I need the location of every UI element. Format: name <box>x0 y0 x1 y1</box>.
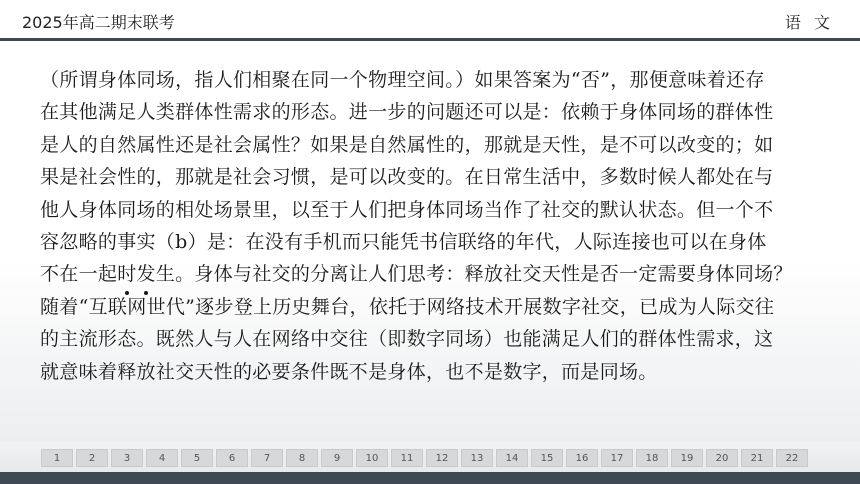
passage-line: 随着“互联网世代”逐步登上历史舞台，依托于网络技术开展数字社交，已成为人际交往 <box>40 295 775 318</box>
page-button-18[interactable]: 18 <box>636 449 668 467</box>
text-segment: 生。身体与社交的分离让人们思考：释放社交天性是否一定需要身体同场？ <box>155 263 793 286</box>
page-button-20[interactable]: 20 <box>706 449 738 467</box>
passage-line: 是人的自然属性还是社会属性？如果是自然属性的，那就是天性，是不可以改变的；如 <box>40 133 774 156</box>
emph-char-text: 时 <box>117 263 137 286</box>
emphasis-dot <box>144 291 148 295</box>
page-button-14[interactable]: 14 <box>496 449 528 467</box>
passage-line: 果是社会性的，那就是社会习惯，是可以改变的。在日常生活中，多数时候人都处在与 <box>40 166 774 189</box>
passage-line-emphasis <box>40 258 840 290</box>
page-button-8[interactable]: 8 <box>286 449 318 467</box>
page-button-9[interactable]: 9 <box>321 449 353 467</box>
page-button-6[interactable]: 6 <box>216 449 248 467</box>
text-segment: 不在一起 <box>40 263 118 286</box>
page-button-2[interactable]: 2 <box>76 449 108 467</box>
page-button-1[interactable]: 1 <box>41 449 73 467</box>
page-button-17[interactable]: 17 <box>601 449 633 467</box>
exam-title: 2025年高二期末联考 <box>22 13 175 32</box>
page-button-3[interactable]: 3 <box>111 449 143 467</box>
subject-label: 语 文 <box>784 13 834 32</box>
page-button-7[interactable]: 7 <box>251 449 283 467</box>
passage-text <box>40 64 840 388</box>
page-button-16[interactable]: 16 <box>566 449 598 467</box>
page-button-4[interactable]: 4 <box>146 449 178 467</box>
footer-bar <box>0 472 860 484</box>
page-button-5[interactable]: 5 <box>181 449 213 467</box>
emphasis-dot <box>125 291 129 295</box>
page-button-11[interactable]: 11 <box>391 449 423 467</box>
passage-line: 他人身体同场的相处场景里，以至于人们把身体同场当作了社交的默认状态。但一个不 <box>40 198 774 221</box>
page-button-21[interactable]: 21 <box>741 449 773 467</box>
emphasized-char <box>117 258 136 290</box>
slide-header <box>0 0 860 38</box>
page-button-22[interactable]: 22 <box>776 449 808 467</box>
passage-line: 的主流形态。既然人与人在网络中交往（即数字同场）也能满足人们的群体性需求，这 <box>40 328 774 351</box>
page-button-12[interactable]: 12 <box>426 449 458 467</box>
emphasized-char <box>137 258 156 290</box>
page-button-13[interactable]: 13 <box>461 449 493 467</box>
page-navigation <box>41 449 808 467</box>
emph-char-text: 发 <box>136 263 156 286</box>
page-button-15[interactable]: 15 <box>531 449 563 467</box>
passage-line: 容忽略的事实（b）是：在没有手机而只能凭书信联络的年代，人际连接也可以在身体 <box>40 230 767 253</box>
page-button-19[interactable]: 19 <box>671 449 703 467</box>
passage-line: 就意味着释放社交天性的必要条件既不是身体，也不是数字，而是同场。 <box>40 360 658 383</box>
page-button-10[interactable]: 10 <box>356 449 388 467</box>
passage-line: 在其他满足人类群体性需求的形态。进一步的问题还可以是：依赖于身体同场的群体性 <box>40 101 774 124</box>
passage-line: （所谓身体同场，指人们相聚在同一个物理空间。）如果答案为“否”，那便意味着还存 <box>40 69 765 91</box>
